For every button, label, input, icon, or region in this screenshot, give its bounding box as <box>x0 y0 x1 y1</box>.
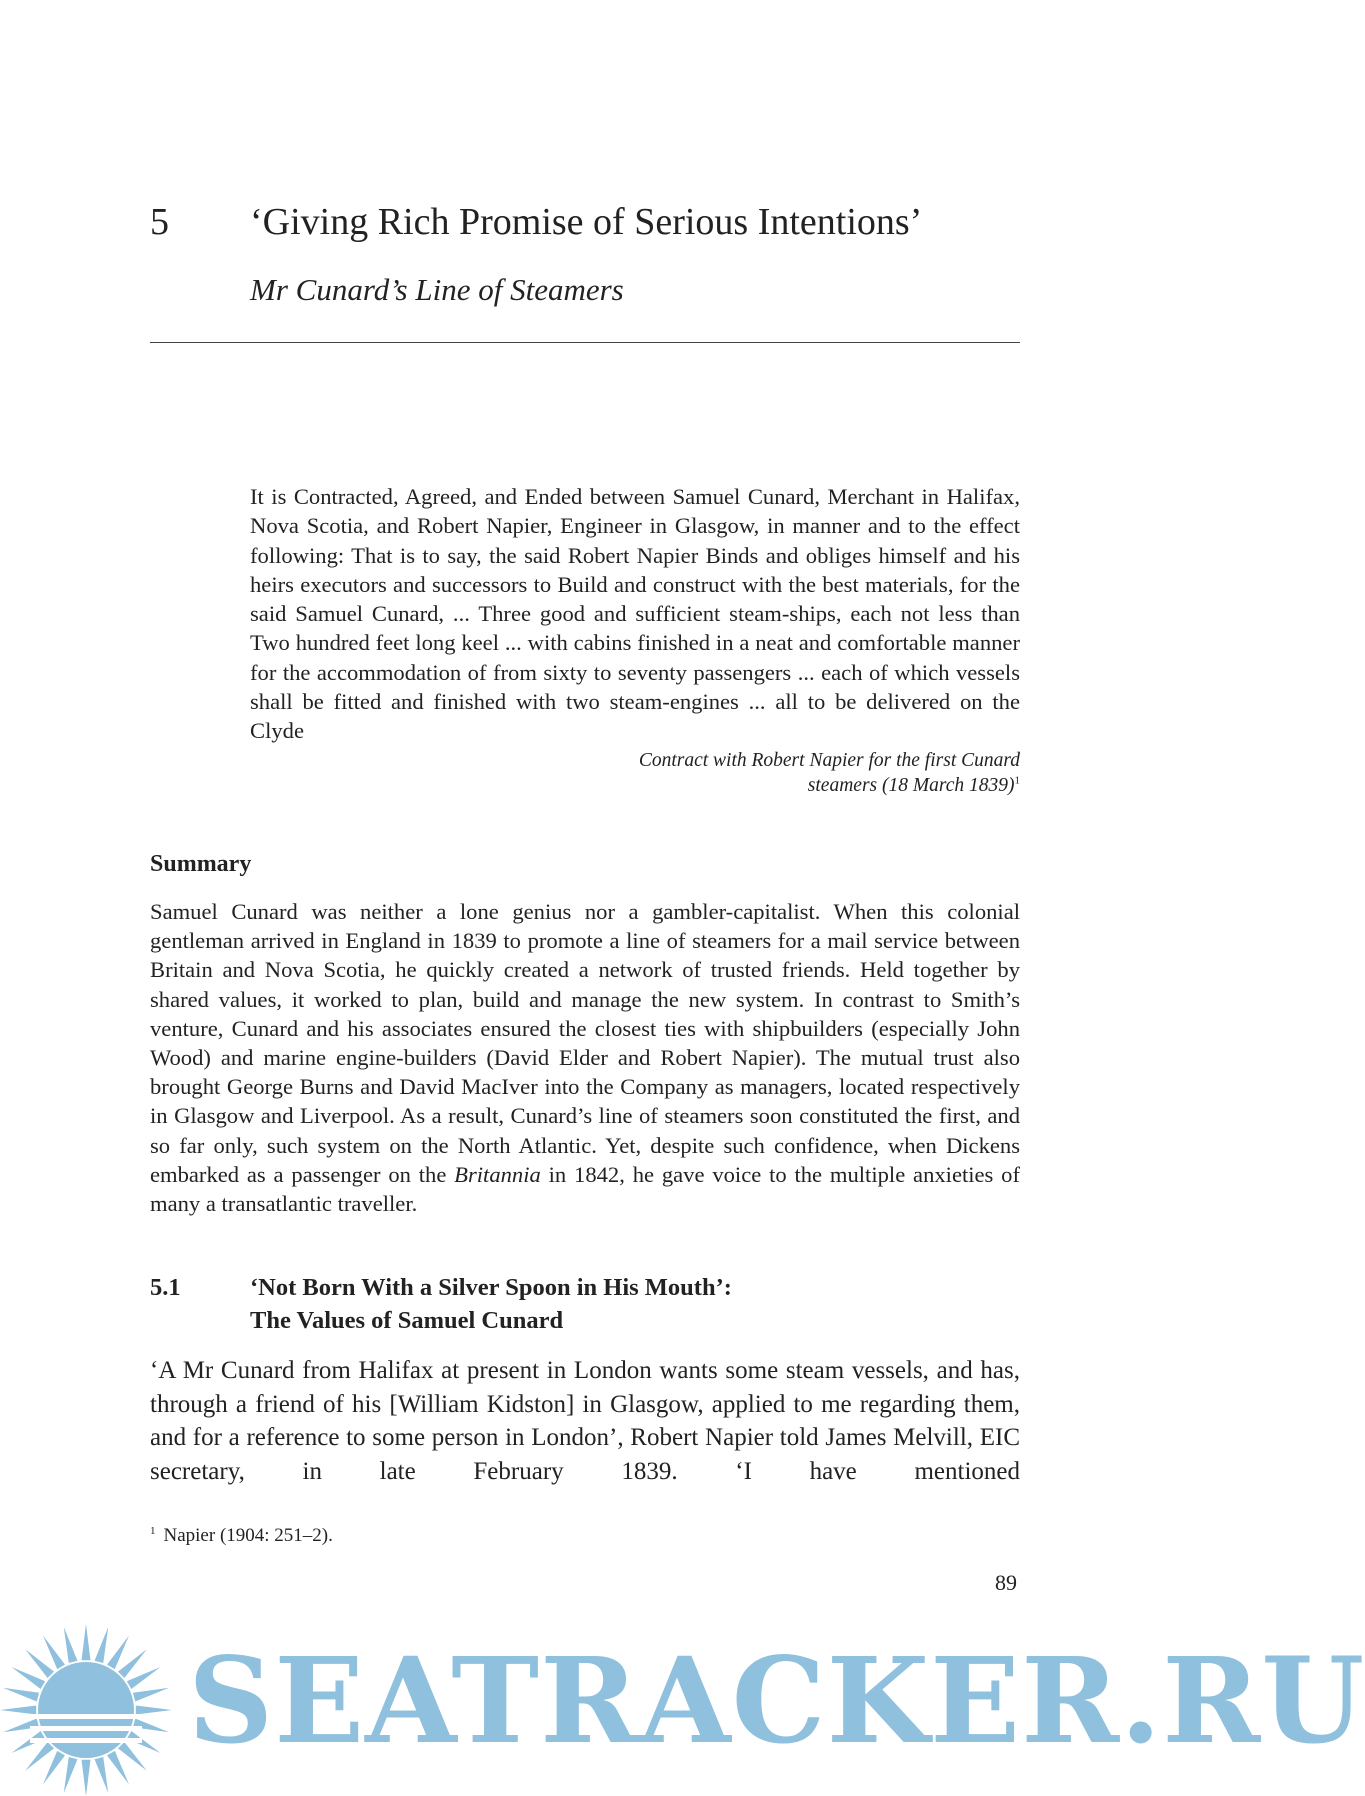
epigraph-quote: It is Contracted, Agreed, and Ended between Samuel Cunard, Merchant in Halifax, Nova Scotia, and Robert Napier, Engineer in Glasgow, in manner and to the effect following: That is to say, the said Robert Napier Binds and obliges himself and his heirs executors and successors to Build and construct with the best materials, for the said Samuel Cunard, ... Three good and sufficient steam-ships, each not less than Two hundred feet long keel ... with cabins finished in a neat and comfortable manner for the accommodation of from sixty to seventy passengers ... each of which vessels shall be fitted and finished with two steam-engines ... all to be delivered on the Clyde <box>250 484 1020 744</box>
ship-name-italic: Britannia <box>454 1161 541 1187</box>
sun-icon <box>0 1618 180 1796</box>
chapter-title: ‘Giving Rich Promise of Serious Intentions’ <box>250 201 923 243</box>
section-title: ‘Not Born With a Silver Spoon in His Mouth’: The Values of Samuel Cunard <box>250 1274 732 1334</box>
section-number: 5.1 <box>150 1274 181 1301</box>
footnote-marker: 1 <box>150 1524 156 1537</box>
epigraph-source-line1: Contract with Robert Napier for the first Cunard <box>638 749 1020 771</box>
body-paragraph <box>150 1354 1020 1488</box>
chapter-subtitle: Mr Cunard’s Line of Steamers <box>250 272 624 307</box>
epigraph-source-line2: steamers (18 March 1839)$^1$ <box>807 774 1020 796</box>
watermark <box>0 1618 1365 1796</box>
summary-heading: Summary <box>150 851 252 877</box>
footnote-reference: 1 <box>1014 774 1020 787</box>
footnote <box>150 1525 333 1547</box>
summary-text: Samuel Cunard was neither a lone genius nor a gambler-capitalist. When this colonial gentleman arrived in England in 1839 to promote a line of steamers for a mail service between Britain and Nova Scotia, he quickly created a network of trusted friends. Held together by shared values, it worked to plan, build and manage the new system. In contrast to Smith’s venture, Cunard and his associates ensured the closest ties with shipbuilders (especially John Wood) and marine engine-builders (David Elder and Robert Napier). The mutual trust also brought George Burns and David MacIver into the Company as managers, located respectively in Glasgow and Liverpool. As a result, Cunard’s line of steamers soon constituted the first, and so far only, such system on the North Atlantic. Yet, despite such confidence, when Dickens embarked as a passenger on the Britannia in 1842, he gave voice to the multiple anxieties of many a transatlantic traveller. <box>150 899 1020 1217</box>
chapter-number: 5 <box>150 201 169 243</box>
epigraph-source <box>250 748 1020 798</box>
watermark-text: SEATRACKER.RU <box>188 1631 1365 1770</box>
summary <box>150 897 1020 1218</box>
epigraph <box>250 482 1020 798</box>
page-number: 89 <box>995 1570 1017 1595</box>
chapter-divider <box>150 342 1020 343</box>
body-text: ‘A Mr Cunard from Halifax at present in London wants some steam vessels, and has, through a friend of his [William Kidston] in Glasgow, applied to me regarding them, and for a reference to some person in London’, Robert Napier told James Melvill, EIC secretary, in late February 1839. ‘I have mentioned <box>150 1357 1020 1485</box>
footnote-text: Napier (1904: 251–2). <box>163 1525 333 1546</box>
